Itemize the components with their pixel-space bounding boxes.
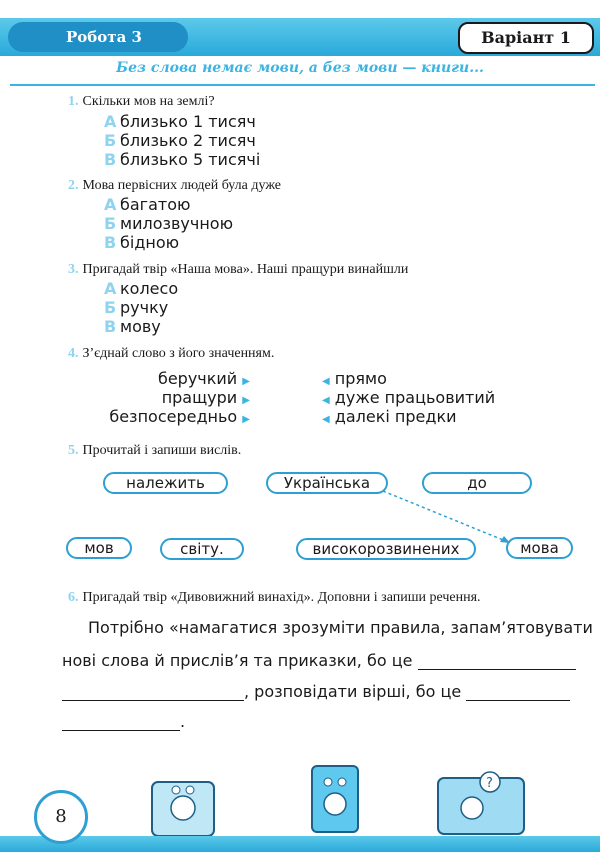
option-letter: А [104,195,117,214]
word-card[interactable]: до [422,472,532,494]
word-text: беручкий [157,369,238,388]
option-letter: Б [104,214,117,233]
sentence-line-4 [62,712,185,731]
word-card[interactable]: високорозвинених [296,538,476,560]
option-text: бідною [120,233,180,252]
motto: Без слова немає мови, а без мови — книги... [116,60,484,76]
question-number: 4. [68,346,79,361]
word-card[interactable]: Українська [266,472,388,494]
option-letter: В [104,233,117,252]
option-letter: В [104,150,117,169]
option-text: милозвучною [120,214,234,233]
question-number: 1. [68,94,79,109]
option-letter: А [104,112,117,131]
footer-band [0,836,600,852]
option-text: близько 2 тисяч [120,131,256,150]
book-character-icon [152,782,214,836]
word-card[interactable]: світу. [160,538,244,560]
question-text: Пригадай твір «Наша мова». Наші пращури винайшли [82,262,409,277]
option-text: багатою [120,195,191,214]
word-text: далекі предки [334,407,457,426]
option-text: близько 5 тисячі [120,150,261,169]
answer-blank[interactable] [418,654,576,670]
variant-label: Варіант 1 [458,22,594,54]
triangle-left-icon: ◀ [322,376,330,387]
question-text: З’єднай слово з його значенням. [82,346,275,361]
word-text: пращури [161,388,238,407]
footer-illustrations [0,760,600,840]
question-text: Пригадай твір «Дивовижний винахід». Доповни і запиши речення. [82,590,481,605]
word-card[interactable]: мова [506,537,573,559]
option-letter: В [104,317,117,336]
triangle-right-icon: ▶ [242,376,250,387]
triangle-left-icon: ◀ [322,414,330,425]
triangle-left-icon: ◀ [322,395,330,406]
option-text: мову [120,317,161,336]
option-text: ручку [120,298,169,317]
sentence-text: . [180,712,186,731]
book-character-icon [312,766,358,832]
sentence-line-1: Потрібно «намагатися зрозуміти правила, запам’ятовувати [88,618,593,637]
sentence-line-2 [62,651,576,670]
word-text: прямо [334,369,387,388]
question-number: 6. [68,590,79,605]
option-text: колесо [120,279,179,298]
question-number: 5. [68,443,79,458]
question-6 [68,590,481,606]
book-character-icon [438,772,524,834]
question-text: Скільки мов на землі? [82,94,215,109]
question-number: 2. [68,178,79,193]
option-text: близько 1 тисяч [120,112,256,131]
word-card[interactable]: мов [66,537,132,559]
word-text: безпосередньо [109,407,238,426]
sentence-text: нові слова й прислів’я та приказки, бо це [62,651,413,670]
page-number: 8 [34,790,88,844]
answer-blank[interactable] [466,685,570,701]
word-card[interactable]: належить [103,472,228,494]
option-letter: Б [104,298,117,317]
option-letter: Б [104,131,117,150]
question-text: Мова первісних людей була дуже [82,178,282,193]
svg-text:?: ? [486,776,493,791]
question-number: 3. [68,262,79,277]
option-letter: А [104,279,117,298]
answer-blank[interactable] [62,685,244,701]
sentence-text: , розповідати вірші, бо це [244,682,462,701]
sentence-line-3 [62,682,570,701]
triangle-right-icon: ▶ [242,395,250,406]
work-title: Робота 3 [8,22,188,52]
answer-blank[interactable] [62,715,180,731]
question-text: Прочитай і запиши вислів. [82,443,242,458]
triangle-right-icon: ▶ [242,414,250,425]
word-text: дуже працьовитий [334,388,496,407]
